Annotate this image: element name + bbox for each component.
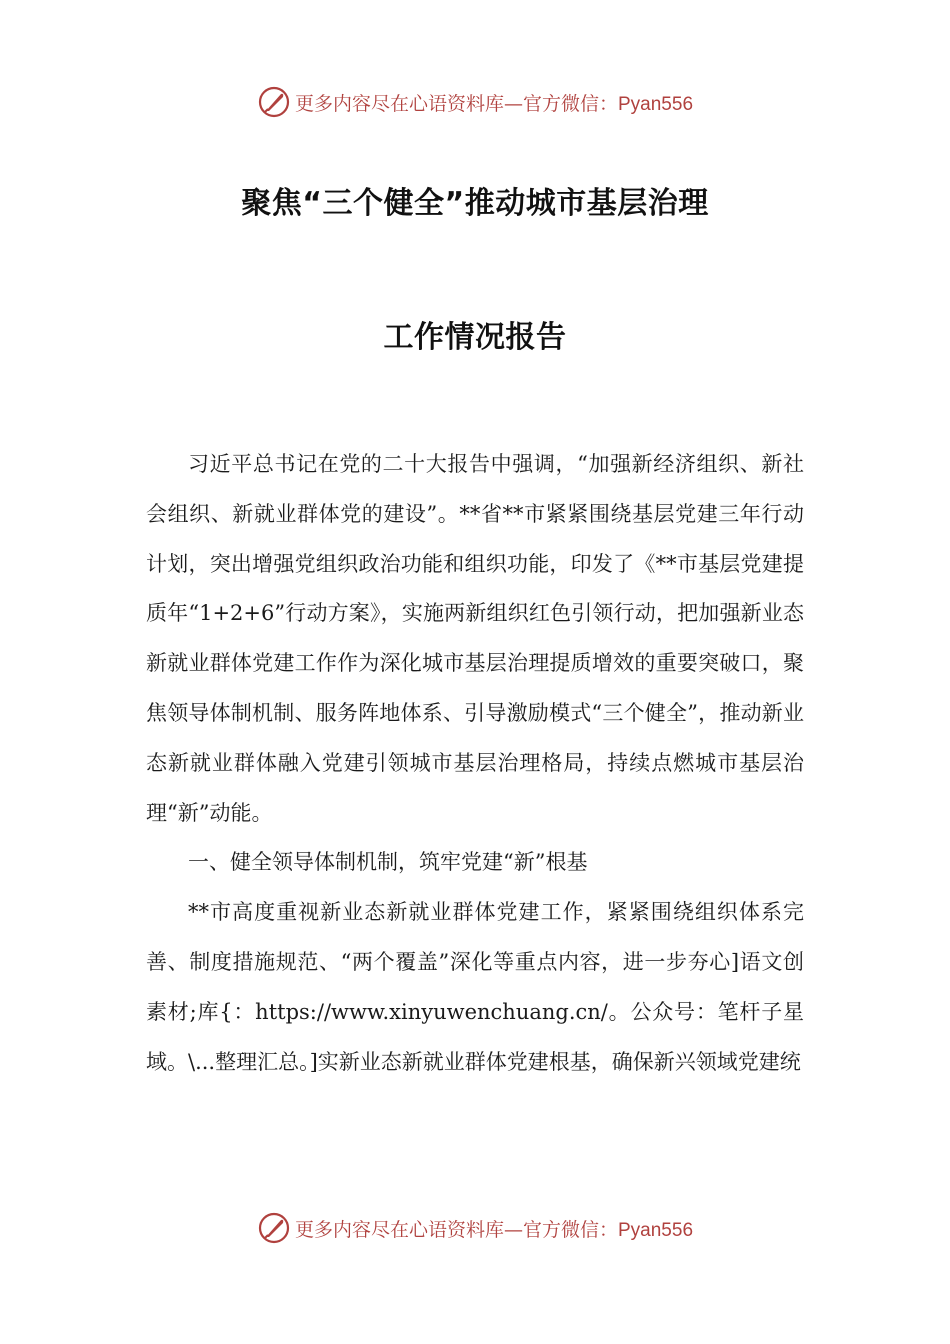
document-title-line-1: 聚焦“三个健全”推动城市基层治理 [241,186,709,221]
footer-watermark [0,1208,950,1248]
watermark-wechat-id: Pyan556 [618,1219,694,1241]
paragraph-section-1: **市高度重视新业态新就业群体党建工作，紧紧围绕组织体系完善、制度措施规范、“两个覆盖”深化等重点内容，进一步夯心]语文创素材;库{：https://www.xinyuwenchuang.cn/。公众号：笔杆子星域。\...整理汇总。]实新业态新就业群体党建根基，确保新兴领域党建统 [146,900,804,1074]
watermark-label: 更多内容尽在心语资料库—官方微信： [294,1218,618,1241]
quill-pen-icon [257,85,291,119]
watermark-label: 更多内容尽在心语资料库—官方微信： [294,92,618,115]
document-body [146,440,804,1087]
quill-pen-icon [257,1211,291,1245]
section-heading-1: 一、健全领导体制机制，筑牢党建“新”根基 [188,850,588,875]
document-title-line-2: 工作情况报告 [383,320,567,355]
header-watermark [0,82,950,122]
watermark-text [295,1215,693,1242]
paragraph-intro: 习近平总书记在党的二十大报告中强调，“加强新经济组织、新社会组织、新就业群体党的建设”。**省**市紧紧围绕基层党建三年行动计划，突出增强党组织政治功能和组织功能，印发了《**市基层党建提质年“1+2+6”行动方案》，实施两新组织红色引领行动，把加强新业态新就业群体党建工作作为深化城市基层治理提质增效的重要突破口，聚焦领导体制机制、服务阵地体系、引导激励模式“三个健全”，推动新业态新就业群体融入党建引领城市基层治理格局，持续点燃城市基层治理“新”动能。 [146,452,804,825]
watermark-wechat-id: Pyan556 [618,93,694,115]
watermark-text [295,89,693,116]
